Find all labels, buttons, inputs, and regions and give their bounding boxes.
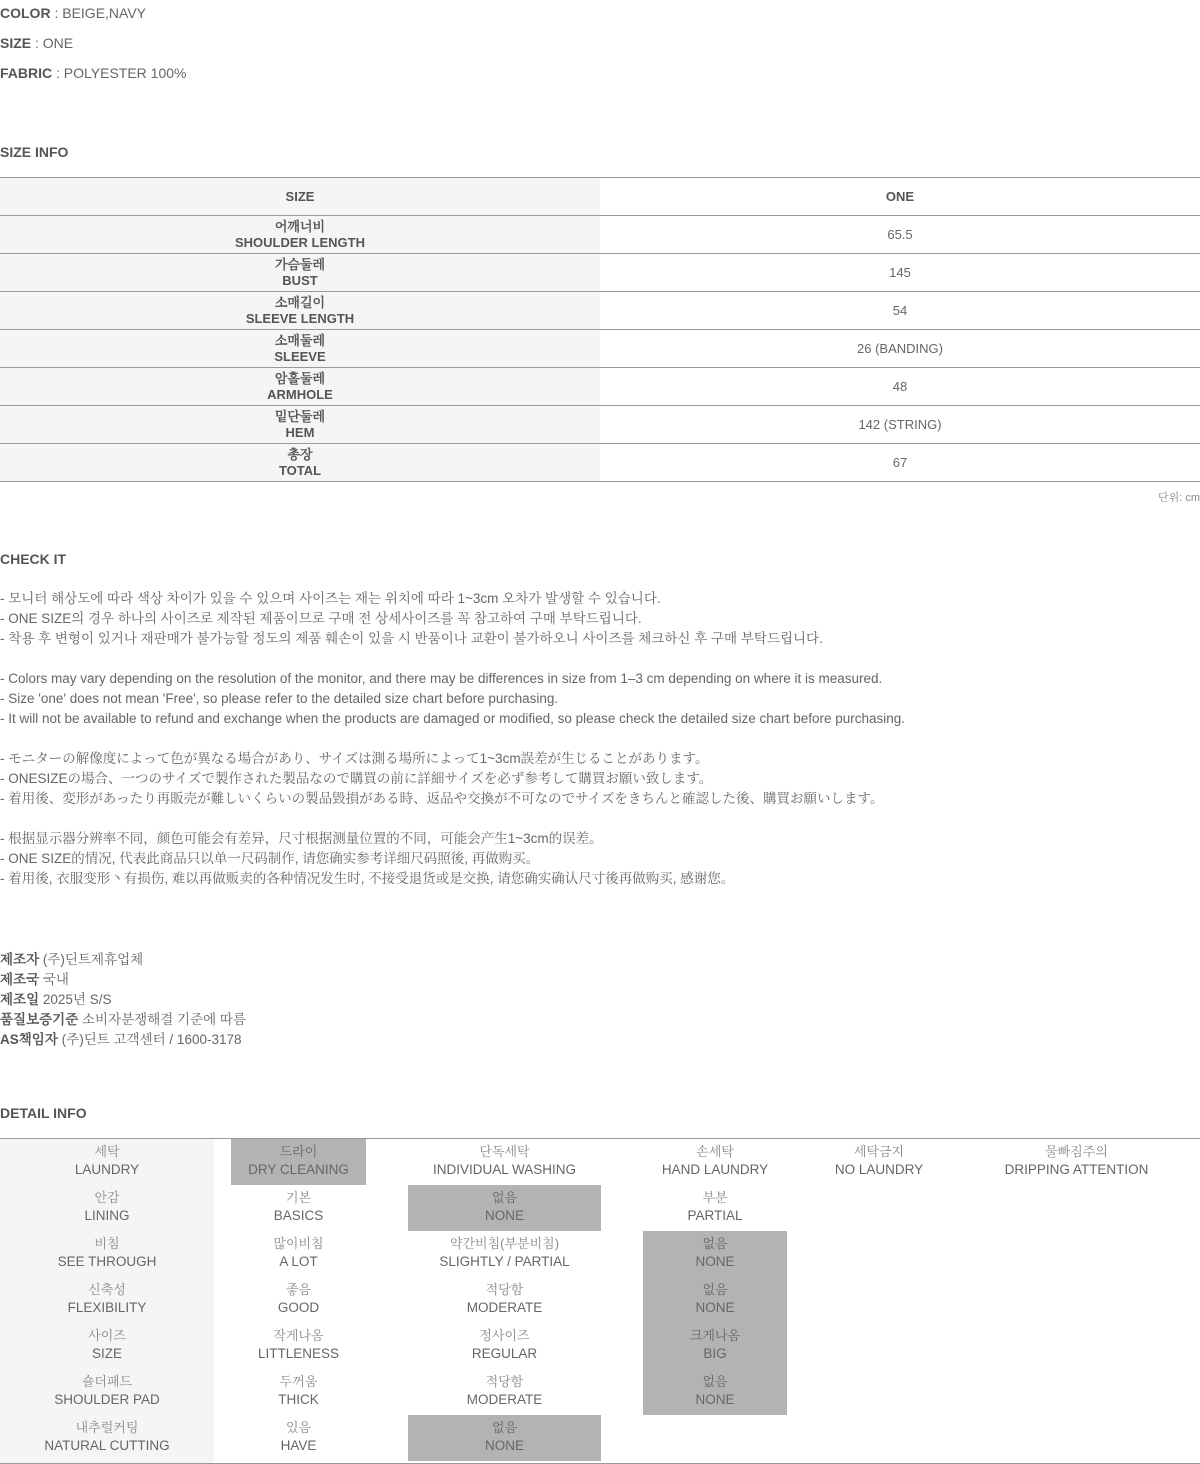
size-row-label — [0, 406, 600, 444]
detail-cell-en: LAUNDRY — [74, 1162, 140, 1177]
detail-cell-selected — [408, 1415, 601, 1461]
detail-cell-ko: 작게나옴 — [273, 1328, 324, 1343]
detail-cell — [808, 1139, 950, 1185]
detail-cell-ko: 숄더패드 — [81, 1374, 133, 1389]
spec-size — [0, 35, 73, 51]
size-row-ko: 소매둘레 — [274, 332, 326, 348]
detail-cell-en: SLIGHTLY / PARTIAL — [439, 1254, 570, 1269]
table-row — [0, 216, 1200, 254]
detail-column — [0, 1139, 214, 1463]
detail-cell-ko: 없음 — [702, 1236, 728, 1251]
detail-cell-en: REGULAR — [471, 1346, 538, 1361]
detail-cell-selected — [408, 1185, 601, 1231]
detail-info-title: DETAIL INFO — [0, 1105, 87, 1121]
maker-value: 국내 — [42, 972, 69, 987]
size-row-label — [0, 368, 600, 406]
maker-value: 소비자분쟁해결 기준에 따름 — [82, 1012, 247, 1027]
size-row-label — [0, 216, 600, 254]
size-row-label — [0, 292, 600, 330]
maker-manufacturer — [0, 950, 246, 970]
detail-cell — [231, 1185, 366, 1231]
check-it-title: CHECK IT — [0, 551, 67, 567]
detail-cell-ko: 적당함 — [485, 1282, 524, 1297]
detail-cell-en: NATURAL CUTTING — [44, 1438, 170, 1453]
size-row-label — [0, 330, 600, 368]
detail-cell-ko: 없음 — [491, 1190, 518, 1205]
detail-cell-en: MODERATE — [466, 1392, 543, 1407]
notice-line: - It will not be available to refund and exchange when the products are damaged or modified, so please check the detailed size chart before purchasing. — [0, 711, 906, 726]
detail-cell — [643, 1185, 787, 1231]
notice-chinese — [0, 829, 734, 889]
maker-value: 2025년 S/S — [42, 992, 112, 1007]
size-row-value: 145 — [600, 254, 1200, 292]
notice-line: - モニターの解像度によって色が異なる場合があり、サイズは測る場所によって1~3cm誤差が生じることがあります。 — [0, 751, 709, 766]
detail-cell-en: DRY CLEANING — [248, 1162, 349, 1177]
table-row — [0, 406, 1200, 444]
detail-cell-en: GOOD — [277, 1300, 320, 1315]
detail-cell-en: NONE — [484, 1208, 524, 1223]
detail-cell-en: NONE — [695, 1300, 735, 1315]
table-row — [0, 368, 1200, 406]
spec-color — [0, 5, 146, 21]
detail-cell-en: LINING — [84, 1208, 130, 1223]
spec-size-value: : ONE — [35, 35, 74, 51]
detail-cell-en: LITTLENESS — [257, 1346, 340, 1361]
detail-cell — [0, 1369, 214, 1415]
detail-cell-en: HAVE — [280, 1438, 317, 1453]
size-header-label: SIZE — [0, 178, 600, 216]
detail-cell-ko: 내추럴커팅 — [75, 1420, 139, 1435]
size-row-en: SLEEVE — [274, 348, 326, 364]
notice-english — [0, 669, 905, 729]
detail-cell — [0, 1231, 214, 1277]
notice-line: - ONE SIZE의 경우 하나의 사이즈로 제작된 제품이므로 구매 전 상세사이즈를 꼭 참고하여 구매 부탁드립니다. — [0, 611, 642, 626]
size-row-value: 54 — [600, 292, 1200, 330]
table-row — [0, 444, 1200, 482]
detail-cell-ko: 드라이 — [279, 1144, 318, 1159]
detail-cell — [231, 1415, 366, 1461]
detail-cell-ko: 신축성 — [88, 1282, 126, 1297]
detail-cell-ko: 없음 — [702, 1374, 728, 1389]
size-row-value: 65.5 — [600, 216, 1200, 254]
maker-date — [0, 990, 246, 1010]
size-table-header — [0, 178, 1200, 216]
size-row-en: HEM — [285, 424, 315, 440]
notice-line: - Size 'one' does not mean 'Free', so please refer to the detailed size chart before purchasing. — [0, 691, 559, 706]
detail-cell-ko: 물빠짐주의 — [1045, 1144, 1108, 1159]
size-row-value: 48 — [600, 368, 1200, 406]
detail-cell — [0, 1139, 214, 1185]
detail-cell-selected — [643, 1369, 787, 1415]
size-row-value: 67 — [600, 444, 1200, 482]
detail-cell-ko: 있음 — [285, 1420, 312, 1435]
notice-line: - ONESIZEの場合、一つのサイズで製作された製品なので購買の前に詳細サイズを必ず参考して購買お願い致します。 — [0, 771, 713, 786]
detail-cell-selected — [643, 1231, 787, 1277]
detail-cell — [408, 1231, 601, 1277]
spec-size-label: SIZE — [0, 35, 32, 51]
maker-label: 제조국 — [0, 972, 40, 987]
notice-line: - 着用後、変形があったり再販売が難しいくらいの製品毀損がある時、返品や交換が不可なのでサイズをきちんと確認した後、購買お願いします。 — [0, 791, 884, 806]
maker-label: 제조일 — [0, 992, 40, 1007]
detail-cell — [643, 1139, 787, 1185]
spec-fabric-value: : POLYESTER 100% — [56, 65, 187, 81]
size-row-en: TOTAL — [278, 462, 322, 478]
detail-cell-en: HAND LAUNDRY — [661, 1162, 769, 1177]
maker-label: 제조자 — [0, 952, 40, 967]
detail-cell-en: NONE — [484, 1438, 524, 1453]
size-row-value: 26 (BANDING) — [600, 330, 1200, 368]
size-row-ko: 가슴둘레 — [274, 256, 326, 272]
detail-cell — [408, 1277, 601, 1323]
detail-cell — [408, 1369, 601, 1415]
size-info-title: SIZE INFO — [0, 144, 69, 160]
detail-cell — [231, 1231, 366, 1277]
detail-cell — [953, 1139, 1200, 1185]
size-row-ko: 어깨너비 — [274, 218, 326, 234]
size-table — [0, 177, 1200, 482]
detail-cell-ko: 없음 — [491, 1420, 518, 1435]
size-row-ko: 밑단둘레 — [274, 408, 326, 424]
detail-cell — [0, 1277, 214, 1323]
size-row-ko: 총장 — [287, 446, 313, 462]
detail-cell-ko: 크게나옴 — [689, 1328, 741, 1343]
table-row — [0, 254, 1200, 292]
detail-column — [808, 1139, 950, 1463]
detail-cell-ko: 적당함 — [485, 1374, 524, 1389]
detail-cell — [0, 1185, 214, 1231]
detail-cell-ko: 세탁 — [94, 1144, 120, 1159]
detail-cell-ko: 없음 — [702, 1282, 728, 1297]
detail-cell-en: DRIPPING ATTENTION — [1004, 1162, 1149, 1177]
detail-grid — [0, 1138, 1200, 1464]
detail-cell-en: A LOT — [279, 1254, 318, 1269]
detail-cell-ko: 기본 — [285, 1190, 312, 1205]
detail-cell-en: INDIVIDUAL WASHING — [432, 1162, 576, 1177]
maker-country — [0, 970, 246, 990]
detail-cell-ko: 사이즈 — [88, 1328, 126, 1343]
notice-line: - ONE SIZE的情况, 代表此商品只以单一尺码制作, 请您确实参考详细尺码照後, 再做购买。 — [0, 851, 540, 866]
detail-cell — [231, 1369, 366, 1415]
detail-cell-ko: 손세탁 — [696, 1144, 734, 1159]
detail-cell-ko: 부분 — [702, 1190, 728, 1205]
detail-column — [231, 1139, 366, 1463]
maker-info — [0, 950, 246, 1050]
detail-cell-selected — [643, 1323, 787, 1369]
detail-cell-selected — [231, 1139, 366, 1185]
detail-cell — [0, 1323, 214, 1369]
detail-cell-en: NONE — [695, 1254, 735, 1269]
notice-line: - 着用後, 衣服变形丶有损伤, 难以再做贩卖的各种情况发生时, 不接受退货或是交换, 请您确实确认尺寸後再做购买, 感谢您。 — [0, 871, 735, 886]
detail-cell-en: SHOULDER PAD — [54, 1392, 160, 1407]
spec-color-value: : BEIGE,NAVY — [54, 5, 146, 21]
maker-as — [0, 1030, 246, 1050]
detail-cell-ko: 비침 — [94, 1236, 120, 1251]
size-row-en: BUST — [282, 272, 318, 288]
size-row-label — [0, 444, 600, 482]
detail-cell-en: BASICS — [273, 1208, 324, 1223]
detail-cell-en: SEE THROUGH — [57, 1254, 157, 1269]
detail-cell-en: NO LAUNDRY — [834, 1162, 924, 1177]
detail-cell-ko: 좋음 — [285, 1282, 312, 1297]
size-row-en: SHOULDER LENGTH — [235, 234, 365, 250]
detail-cell — [231, 1277, 366, 1323]
detail-cell-en: BIG — [703, 1346, 727, 1361]
notice-korean — [0, 589, 823, 649]
spec-fabric — [0, 65, 186, 81]
detail-cell-en: FLEXIBILITY — [67, 1300, 147, 1315]
detail-cell-en: SIZE — [91, 1346, 122, 1361]
detail-cell — [0, 1415, 214, 1461]
detail-cell-ko: 두꺼움 — [279, 1374, 318, 1389]
size-row-ko: 소매길이 — [274, 294, 326, 310]
detail-cell-en: THICK — [278, 1392, 319, 1407]
size-row-en: SLEEVE LENGTH — [245, 310, 355, 326]
notice-line: - 모니터 해상도에 따라 색상 차이가 있을 수 있으며 사이즈는 재는 위치에 따라 1~3cm 오차가 발생할 수 있습니다. — [0, 591, 661, 606]
maker-value: (주)딘트제휴업체 — [42, 952, 144, 967]
maker-value: (주)딘트 고객센터 / 1600-3178 — [61, 1032, 242, 1047]
detail-cell-ko: 약간비침(부분비침) — [449, 1236, 560, 1251]
detail-cell-ko: 세탁금지 — [853, 1144, 905, 1159]
detail-cell-en: PARTIAL — [687, 1208, 743, 1223]
detail-column — [953, 1139, 1200, 1463]
detail-cell-selected — [643, 1277, 787, 1323]
size-row-ko: 암홀둘레 — [274, 370, 326, 386]
detail-cell-ko: 많이비침 — [273, 1236, 324, 1251]
size-header-value: ONE — [600, 178, 1200, 216]
spec-fabric-label: FABRIC — [0, 65, 53, 81]
notice-line: - 착용 후 변형이 있거나 재판매가 불가능할 정도의 제품 훼손이 있을 시 반품이나 교환이 불가하오니 사이즈를 체크하신 후 구매 부탁드립니다. — [0, 631, 823, 646]
size-row-en: ARMHOLE — [267, 386, 333, 402]
detail-cell — [231, 1323, 366, 1369]
spec-color-label: COLOR — [0, 5, 51, 21]
detail-column — [643, 1139, 787, 1463]
detail-cell-ko: 안감 — [94, 1190, 120, 1205]
detail-cell — [408, 1139, 601, 1185]
size-row-label — [0, 254, 600, 292]
detail-cell-ko: 정사이즈 — [479, 1328, 530, 1343]
notice-japanese — [0, 749, 883, 809]
maker-warranty — [0, 1010, 246, 1030]
unit-note: 단위: cm — [1157, 492, 1200, 504]
detail-column — [408, 1139, 601, 1463]
notice-line: - Colors may vary depending on the resolution of the monitor, and there may be differences in size from 1–3 cm depending on where it is measured. — [0, 671, 883, 686]
maker-label: AS책임자 — [0, 1032, 58, 1047]
table-row — [0, 330, 1200, 368]
size-row-value: 142 (STRING) — [600, 406, 1200, 444]
detail-cell-en: MODERATE — [466, 1300, 543, 1315]
notice-line: - 根据显示器分辨率不同，颜色可能会有差异，尺寸根据测量位置的不同，可能会产生1~3cm的误差。 — [0, 831, 603, 846]
detail-cell-ko: 단독세탁 — [479, 1144, 530, 1159]
detail-cell — [408, 1323, 601, 1369]
detail-cell-en: NONE — [695, 1392, 735, 1407]
maker-label: 품질보증기준 — [0, 1012, 79, 1027]
table-row — [0, 292, 1200, 330]
